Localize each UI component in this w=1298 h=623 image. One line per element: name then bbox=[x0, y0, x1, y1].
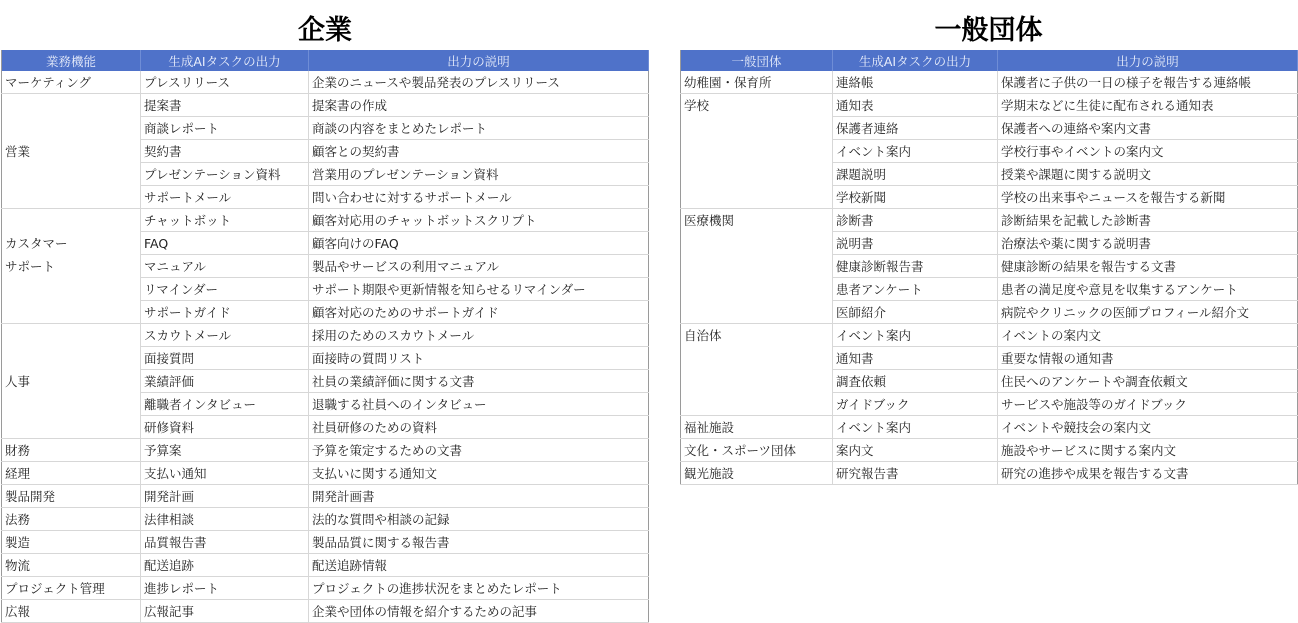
category-cell: サポート bbox=[2, 255, 141, 278]
category-cell bbox=[681, 140, 833, 163]
category-cell bbox=[681, 117, 833, 140]
category-cell: 財務 bbox=[2, 439, 141, 462]
description-cell: 企業のニュースや製品発表のプレスリリース bbox=[309, 71, 649, 94]
category-cell: 法務 bbox=[2, 508, 141, 531]
table-row bbox=[2, 186, 649, 209]
table-row bbox=[2, 255, 649, 278]
table-row bbox=[681, 255, 1298, 278]
category-cell bbox=[681, 278, 833, 301]
description-cell: 商談の内容をまとめたレポート bbox=[309, 117, 649, 140]
output-cell: 患者アンケート bbox=[833, 278, 998, 301]
description-cell: 面接時の質問リスト bbox=[309, 347, 649, 370]
output-cell: 商談レポート bbox=[141, 117, 309, 140]
table-row bbox=[2, 577, 649, 600]
description-cell: サービスや施設等のガイドブック bbox=[998, 393, 1298, 416]
category-cell: 自治体 bbox=[681, 324, 833, 347]
table-row bbox=[681, 439, 1298, 462]
category-cell: 観光施設 bbox=[681, 462, 833, 485]
table-row bbox=[2, 462, 649, 485]
header-cell: 生成AIタスクの出力 bbox=[141, 50, 309, 71]
output-cell: サポートガイド bbox=[141, 301, 309, 324]
table-row bbox=[2, 163, 649, 186]
output-cell: 提案書 bbox=[141, 94, 309, 117]
table-row bbox=[2, 94, 649, 117]
table-row bbox=[2, 209, 649, 232]
output-cell: 調査依頼 bbox=[833, 370, 998, 393]
description-cell: 健康診断の結果を報告する文書 bbox=[998, 255, 1298, 278]
category-cell: 福祉施設 bbox=[681, 416, 833, 439]
category-cell: 製品開発 bbox=[2, 485, 141, 508]
output-cell: 契約書 bbox=[141, 140, 309, 163]
description-cell: 住民へのアンケートや調査依頼文 bbox=[998, 370, 1298, 393]
output-cell: 業績評価 bbox=[141, 370, 309, 393]
output-cell: サポートメール bbox=[141, 186, 309, 209]
header-cell: 出力の説明 bbox=[998, 50, 1298, 71]
category-cell bbox=[2, 324, 141, 347]
output-cell: 案内文 bbox=[833, 439, 998, 462]
output-cell: プレゼンテーション資料 bbox=[141, 163, 309, 186]
description-cell: イベントの案内文 bbox=[998, 324, 1298, 347]
output-cell: 広報記事 bbox=[141, 600, 309, 623]
description-cell: 配送追跡情報 bbox=[309, 554, 649, 577]
table-row bbox=[681, 117, 1298, 140]
description-cell: 社員研修のための資料 bbox=[309, 416, 649, 439]
description-cell: 施設やサービスに関する案内文 bbox=[998, 439, 1298, 462]
corporate-table bbox=[1, 50, 649, 623]
category-cell bbox=[2, 301, 141, 324]
category-cell bbox=[681, 301, 833, 324]
output-cell: 配送追跡 bbox=[141, 554, 309, 577]
category-cell bbox=[681, 370, 833, 393]
header-row bbox=[681, 50, 1298, 71]
output-cell: 学校新聞 bbox=[833, 186, 998, 209]
output-cell: プレスリリース bbox=[141, 71, 309, 94]
output-cell: 法律相談 bbox=[141, 508, 309, 531]
output-cell: 説明書 bbox=[833, 232, 998, 255]
description-cell: 保護者への連絡や案内文書 bbox=[998, 117, 1298, 140]
category-cell bbox=[2, 117, 141, 140]
table-row bbox=[2, 416, 649, 439]
description-cell: 病院やクリニックの医師プロフィール紹介文 bbox=[998, 301, 1298, 324]
category-cell bbox=[2, 163, 141, 186]
table-row bbox=[2, 485, 649, 508]
category-cell bbox=[2, 416, 141, 439]
category-cell: 医療機関 bbox=[681, 209, 833, 232]
table-row bbox=[2, 278, 649, 301]
description-cell: 治療法や薬に関する説明書 bbox=[998, 232, 1298, 255]
header-cell: 一般団体 bbox=[681, 50, 833, 71]
right-table-title: 一般団体 bbox=[934, 15, 1043, 46]
category-cell bbox=[2, 393, 141, 416]
description-cell: 診断結果を記載した診断書 bbox=[998, 209, 1298, 232]
description-cell: 重要な情報の通知書 bbox=[998, 347, 1298, 370]
description-cell: 顧客向けのFAQ bbox=[309, 232, 649, 255]
category-cell: 文化・スポーツ団体 bbox=[681, 439, 833, 462]
description-cell: 研究の進捗や成果を報告する文書 bbox=[998, 462, 1298, 485]
category-cell: 広報 bbox=[2, 600, 141, 623]
organization-table bbox=[680, 50, 1298, 485]
description-cell: 採用のためのスカウトメール bbox=[309, 324, 649, 347]
header-cell: 業務機能 bbox=[2, 50, 141, 71]
output-cell: 課題説明 bbox=[833, 163, 998, 186]
output-cell: 離職者インタビュー bbox=[141, 393, 309, 416]
output-cell: 面接質問 bbox=[141, 347, 309, 370]
description-cell: 製品やサービスの利用マニュアル bbox=[309, 255, 649, 278]
output-cell: スカウトメール bbox=[141, 324, 309, 347]
table-row bbox=[681, 186, 1298, 209]
table-row bbox=[2, 140, 649, 163]
header-cell: 出力の説明 bbox=[309, 50, 649, 71]
description-cell: 営業用のプレゼンテーション資料 bbox=[309, 163, 649, 186]
description-cell: プロジェクトの進捗状況をまとめたレポート bbox=[309, 577, 649, 600]
description-cell: 支払いに関する通知文 bbox=[309, 462, 649, 485]
output-cell: 医師紹介 bbox=[833, 301, 998, 324]
category-cell: 学校 bbox=[681, 94, 833, 117]
description-cell: 社員の業績評価に関する文書 bbox=[309, 370, 649, 393]
left-table-title: 企業 bbox=[298, 15, 352, 46]
header-row bbox=[2, 50, 649, 71]
table-row bbox=[2, 554, 649, 577]
category-cell bbox=[2, 94, 141, 117]
table-row bbox=[2, 439, 649, 462]
table-row bbox=[681, 462, 1298, 485]
description-cell: 顧客対応のためのサポートガイド bbox=[309, 301, 649, 324]
table-row bbox=[2, 370, 649, 393]
output-cell: 予算案 bbox=[141, 439, 309, 462]
output-cell: 通知表 bbox=[833, 94, 998, 117]
description-cell: 学期末などに生徒に配布される通知表 bbox=[998, 94, 1298, 117]
description-cell: 提案書の作成 bbox=[309, 94, 649, 117]
category-cell bbox=[681, 393, 833, 416]
description-cell: サポート期限や更新情報を知らせるリマインダー bbox=[309, 278, 649, 301]
description-cell: イベントや競技会の案内文 bbox=[998, 416, 1298, 439]
output-cell: 支払い通知 bbox=[141, 462, 309, 485]
output-cell: イベント案内 bbox=[833, 140, 998, 163]
category-cell bbox=[2, 278, 141, 301]
table-row bbox=[681, 393, 1298, 416]
category-cell: 物流 bbox=[2, 554, 141, 577]
category-cell bbox=[681, 163, 833, 186]
description-cell: 退職する社員へのインタビュー bbox=[309, 393, 649, 416]
category-cell bbox=[681, 255, 833, 278]
table-row bbox=[2, 508, 649, 531]
output-cell: イベント案内 bbox=[833, 324, 998, 347]
category-cell: マーケティング bbox=[2, 71, 141, 94]
output-cell: リマインダー bbox=[141, 278, 309, 301]
table-row bbox=[681, 232, 1298, 255]
description-cell: 患者の満足度や意見を収集するアンケート bbox=[998, 278, 1298, 301]
output-cell: 研究報告書 bbox=[833, 462, 998, 485]
table-row bbox=[2, 531, 649, 554]
description-cell: 開発計画書 bbox=[309, 485, 649, 508]
table-row bbox=[2, 71, 649, 94]
category-cell bbox=[2, 347, 141, 370]
table-row bbox=[681, 140, 1298, 163]
output-cell: チャットボット bbox=[141, 209, 309, 232]
table-row bbox=[2, 393, 649, 416]
output-cell: 保護者連絡 bbox=[833, 117, 998, 140]
header-cell: 生成AIタスクの出力 bbox=[833, 50, 998, 71]
output-cell: 品質報告書 bbox=[141, 531, 309, 554]
table-row bbox=[2, 600, 649, 623]
table-row bbox=[681, 278, 1298, 301]
description-cell: 学校行事やイベントの案内文 bbox=[998, 140, 1298, 163]
description-cell: 予算を策定するための文書 bbox=[309, 439, 649, 462]
category-cell bbox=[2, 209, 141, 232]
output-cell: 診断書 bbox=[833, 209, 998, 232]
description-cell: 製品品質に関する報告書 bbox=[309, 531, 649, 554]
description-cell: 顧客対応用のチャットボットスクリプト bbox=[309, 209, 649, 232]
description-cell: 顧客との契約書 bbox=[309, 140, 649, 163]
output-cell: 開発計画 bbox=[141, 485, 309, 508]
output-cell: FAQ bbox=[141, 232, 309, 255]
output-cell: マニュアル bbox=[141, 255, 309, 278]
description-cell: 授業や課題に関する説明文 bbox=[998, 163, 1298, 186]
category-cell: 人事 bbox=[2, 370, 141, 393]
table-row bbox=[681, 209, 1298, 232]
output-cell: 研修資料 bbox=[141, 416, 309, 439]
category-cell bbox=[681, 347, 833, 370]
output-cell: 連絡帳 bbox=[833, 71, 998, 94]
category-cell: カスタマー bbox=[2, 232, 141, 255]
table-row bbox=[681, 301, 1298, 324]
category-cell bbox=[681, 232, 833, 255]
table-row bbox=[681, 416, 1298, 439]
table-row bbox=[681, 94, 1298, 117]
category-cell bbox=[2, 186, 141, 209]
table-row bbox=[681, 347, 1298, 370]
table-row bbox=[2, 301, 649, 324]
output-cell: イベント案内 bbox=[833, 416, 998, 439]
output-cell: ガイドブック bbox=[833, 393, 998, 416]
table-row bbox=[2, 324, 649, 347]
category-cell: プロジェクト管理 bbox=[2, 577, 141, 600]
description-cell: 法的な質問や相談の記録 bbox=[309, 508, 649, 531]
category-cell: 経理 bbox=[2, 462, 141, 485]
category-cell: 幼稚園・保育所 bbox=[681, 71, 833, 94]
output-cell: 健康診断報告書 bbox=[833, 255, 998, 278]
table-row bbox=[681, 324, 1298, 347]
category-cell: 製造 bbox=[2, 531, 141, 554]
description-cell: 保護者に子供の一日の様子を報告する連絡帳 bbox=[998, 71, 1298, 94]
table-row bbox=[681, 370, 1298, 393]
description-cell: 問い合わせに対するサポートメール bbox=[309, 186, 649, 209]
category-cell bbox=[681, 186, 833, 209]
table-row bbox=[2, 232, 649, 255]
description-cell: 学校の出来事やニュースを報告する新聞 bbox=[998, 186, 1298, 209]
table-row bbox=[681, 71, 1298, 94]
table-row bbox=[2, 347, 649, 370]
description-cell: 企業や団体の情報を紹介するための記事 bbox=[309, 600, 649, 623]
table-row bbox=[681, 163, 1298, 186]
category-cell: 営業 bbox=[2, 140, 141, 163]
output-cell: 進捗レポート bbox=[141, 577, 309, 600]
table-row bbox=[2, 117, 649, 140]
output-cell: 通知書 bbox=[833, 347, 998, 370]
